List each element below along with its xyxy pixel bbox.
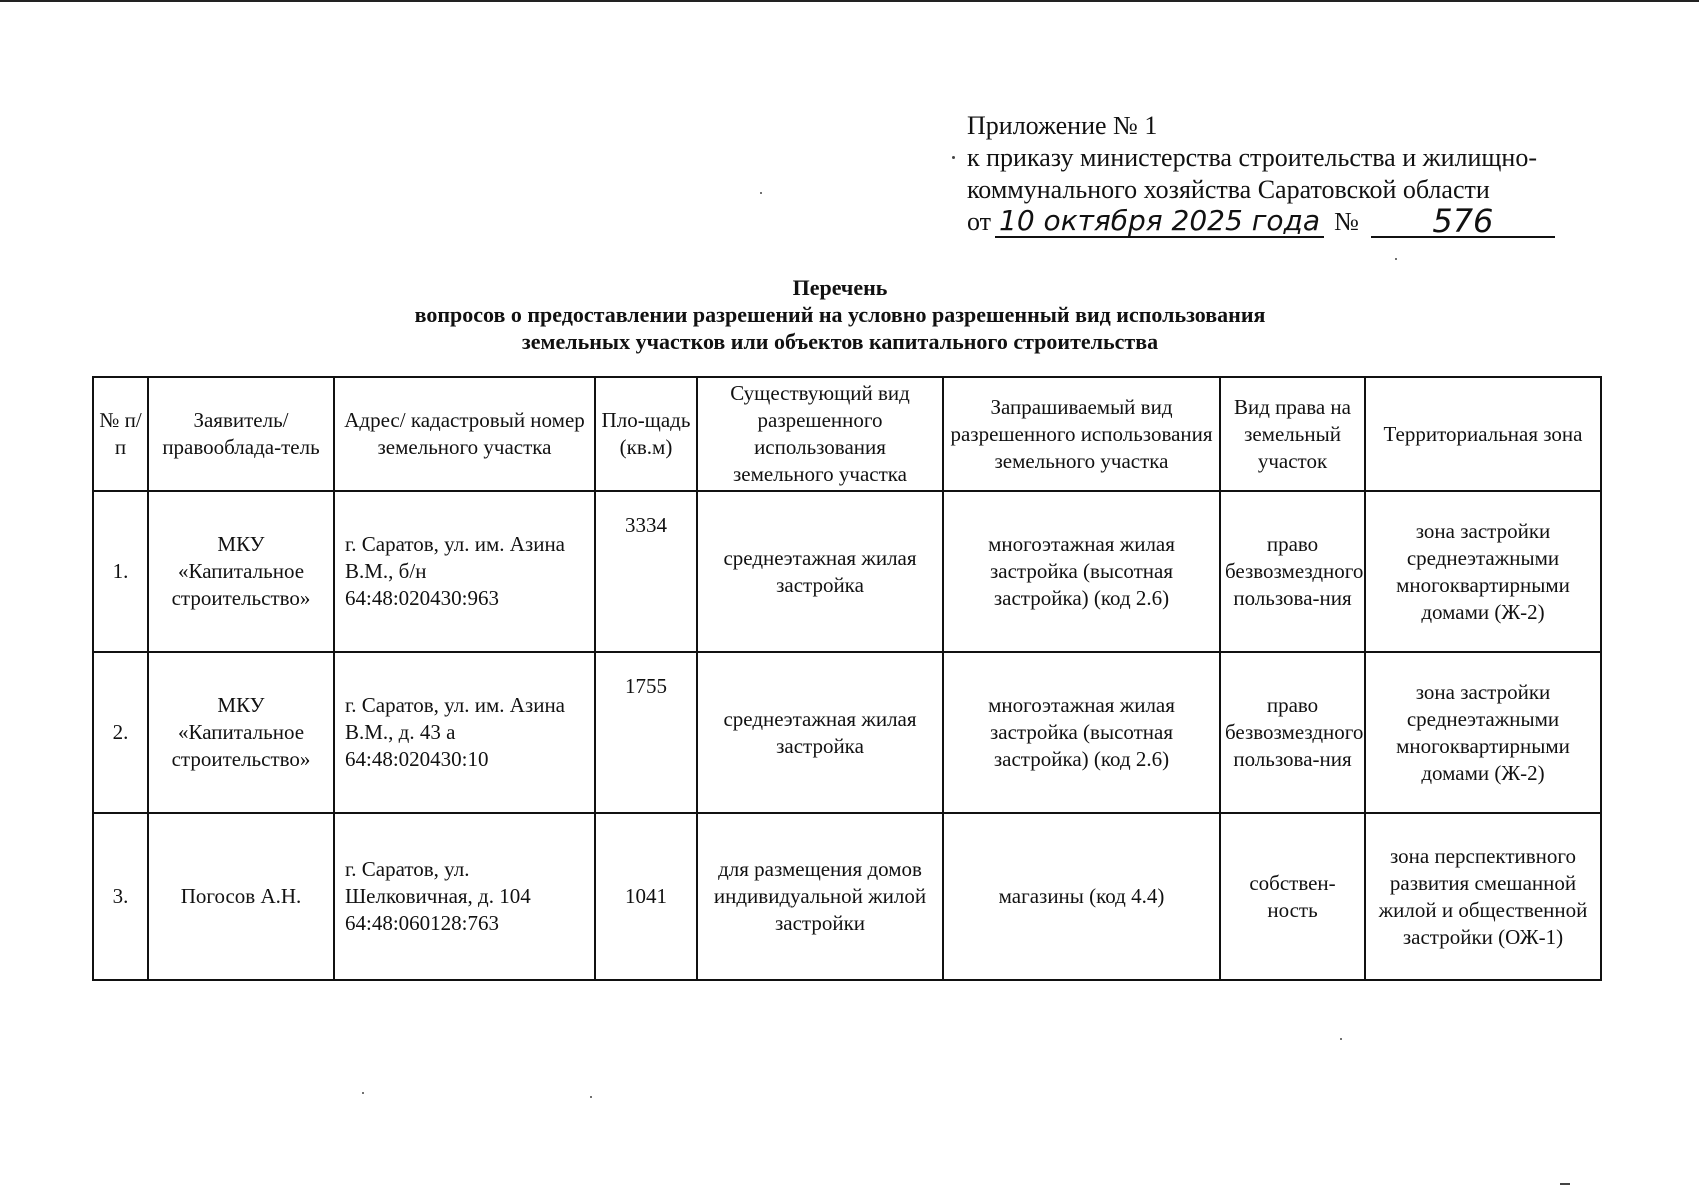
heading-line2: вопросов о предоставлении разрешений на условно разрешенный вид использования: [414, 302, 1266, 327]
from-label: от: [967, 207, 992, 236]
cell-zone: зона застройки среднеэтажными многоквартирными домами (Ж-2): [1365, 491, 1601, 652]
cell-applicant: МКУ «Капитальное строительство»: [148, 491, 334, 652]
header-existing-use: Существующий вид разрешенного использования земельного участка: [697, 377, 943, 491]
number-label: №: [1334, 207, 1359, 236]
cell-existing-use: для размещения домов индивидуальной жилой застройки: [697, 813, 943, 980]
cell-num: 3.: [93, 813, 148, 980]
cell-area: 1041: [595, 813, 697, 980]
cadastral-number: 64:48:020430:10: [345, 747, 489, 771]
appendix-date-line: [967, 202, 1555, 240]
document-heading: [0, 274, 1680, 355]
cell-requested-use: магазины (код 4.4): [943, 813, 1220, 980]
scan-speck: [590, 1096, 592, 1098]
cadastral-number: 64:48:020430:963: [345, 586, 500, 610]
address-text: г. Саратов, ул. им. Азина В.М., б/н: [345, 532, 566, 583]
cell-address: [334, 652, 595, 813]
scan-speck: [952, 156, 955, 159]
header-area: Пло-щадь (кв.м): [595, 377, 697, 491]
cell-area: 3334: [595, 491, 697, 652]
table-row: [93, 491, 1601, 652]
cell-existing-use: среднеэтажная жилая застройка: [697, 652, 943, 813]
appendix-block: [967, 110, 1555, 238]
appendix-line1: к приказу министерства строительства и жилищно-: [967, 143, 1537, 172]
table-row: [93, 652, 1601, 813]
cell-right: право безвозмездного пользова-ния: [1220, 652, 1365, 813]
header-address: Адрес/ кадастровый номер земельного участка: [334, 377, 595, 491]
cell-zone: зона перспективного развития смешанной жилой и общественной застройки (ОЖ-1): [1365, 813, 1601, 980]
appendix-title: Приложение № 1: [967, 111, 1158, 140]
address-text: г. Саратов, ул. им. Азина В.М., д. 43 а: [345, 693, 566, 744]
header-zone: Территориальная зона: [1365, 377, 1601, 491]
heading-line1: Перечень: [792, 275, 888, 300]
handwritten-date: 10 октября 2025 года: [995, 206, 1324, 238]
table-row: [93, 813, 1601, 980]
cell-requested-use: многоэтажная жилая застройка (высотная застройка) (код 2.6): [943, 491, 1220, 652]
scan-speck: [760, 192, 762, 194]
scan-speck: [1560, 1183, 1570, 1185]
cell-right: право безвозмездного пользова-ния: [1220, 491, 1365, 652]
handwritten-number: 576: [1371, 206, 1555, 238]
cell-right: собствен-ность: [1220, 813, 1365, 980]
scan-speck: [1340, 1038, 1342, 1040]
cadastral-number: 64:48:060128:763: [345, 911, 500, 935]
header-requested-use: Запрашиваемый вид разрешенного использования земельного участка: [943, 377, 1220, 491]
header-right: Вид права на земельный участок: [1220, 377, 1365, 491]
heading-line3: земельных участков или объектов капитального строительства: [521, 329, 1159, 354]
cell-address: [334, 813, 595, 980]
scan-speck: [362, 1092, 364, 1094]
header-num: № п/п: [93, 377, 148, 491]
header-applicant: Заявитель/ правооблада-тель: [148, 377, 334, 491]
appendix-line2: коммунального хозяйства Саратовской области: [967, 175, 1490, 204]
cell-area: 1755: [595, 652, 697, 813]
permits-table: [92, 376, 1602, 981]
scan-edge: [0, 0, 1699, 2]
cell-applicant: Погосов А.Н.: [148, 813, 334, 980]
cell-address: [334, 491, 595, 652]
cell-num: 2.: [93, 652, 148, 813]
address-text: г. Саратов, ул. Шелковичная, д. 104: [345, 857, 531, 908]
table-header-row: [93, 377, 1601, 491]
cell-num: 1.: [93, 491, 148, 652]
cell-zone: зона застройки среднеэтажными многоквартирными домами (Ж-2): [1365, 652, 1601, 813]
scan-speck: [1395, 258, 1397, 260]
cell-requested-use: многоэтажная жилая застройка (высотная застройка) (код 2.6): [943, 652, 1220, 813]
cell-applicant: МКУ «Капитальное строительство»: [148, 652, 334, 813]
cell-existing-use: среднеэтажная жилая застройка: [697, 491, 943, 652]
